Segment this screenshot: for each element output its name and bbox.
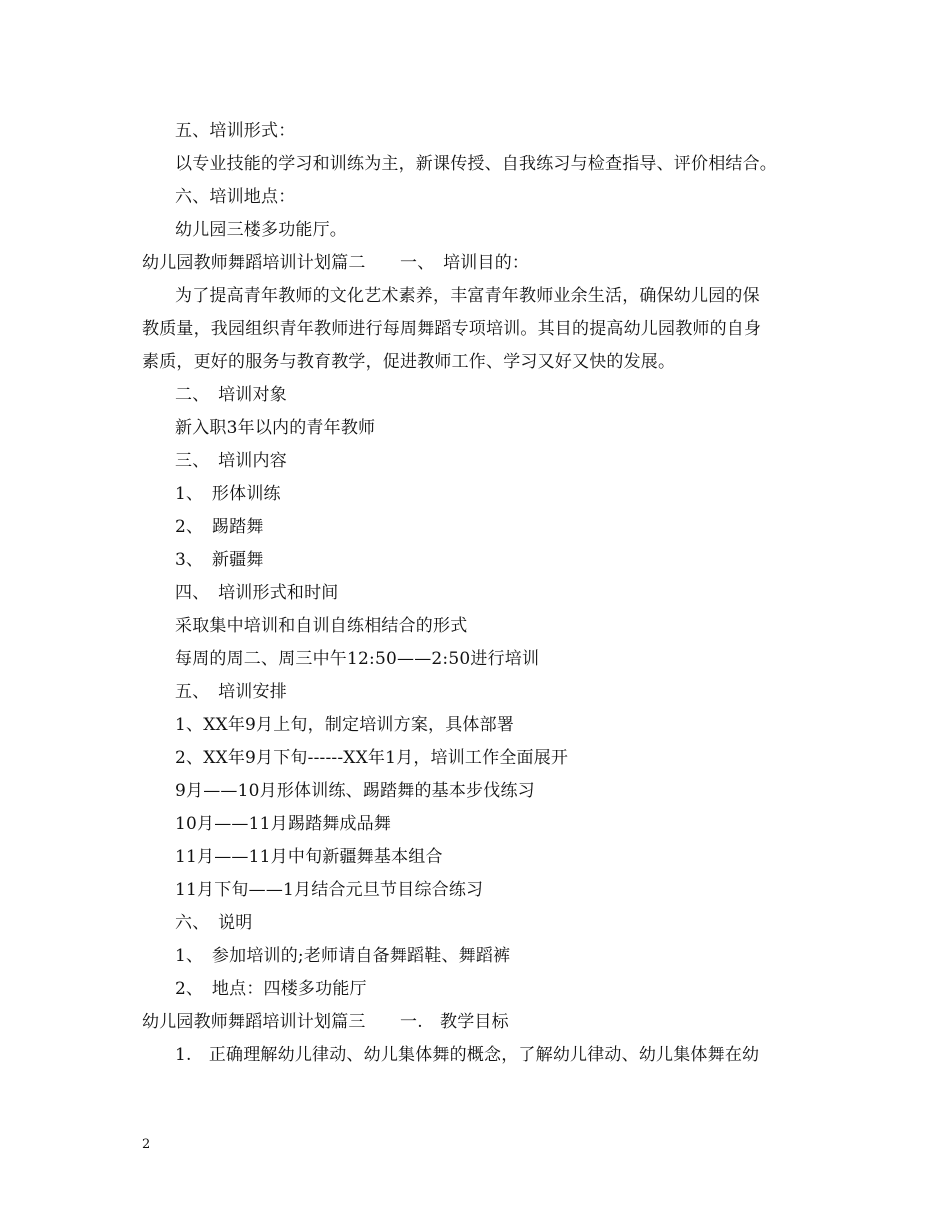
section-heading: 五、 培训安排 [175, 682, 287, 702]
list-item: 2、 踢踏舞 [175, 517, 264, 537]
schedule-line: 10月——11月踢踏舞成品舞 [175, 814, 392, 834]
section-heading: 二、 培训对象 [175, 385, 287, 405]
paragraph-line: 素质，更好的服务与教育教学，促进教师工作、学习又好又快的发展。 [142, 352, 676, 372]
plan-heading: 幼儿园教师舞蹈培训计划篇三 一. 教学目标 [142, 1012, 509, 1032]
paragraph-line: 幼儿园三楼多功能厅。 [175, 220, 347, 240]
list-item: 1、XX年9月上旬，制定培训方案，具体部署 [175, 715, 515, 735]
paragraph-line: 新入职3年以内的青年教师 [175, 418, 376, 438]
list-item: 3、 新疆舞 [175, 550, 264, 570]
schedule-line: 9月——10月形体训练、踢踏舞的基本步伐练习 [175, 781, 535, 801]
list-item: 1、 形体训练 [175, 484, 281, 504]
paragraph-line: 每周的周二、周三中午12:50——2:50进行培训 [175, 649, 540, 669]
paragraph-line: 教质量，我园组织青年教师进行每周舞蹈专项培训。其目的提高幼儿园教师的自身 [142, 319, 762, 339]
section-heading: 六、 说明 [175, 913, 253, 933]
list-item: 2、 地点：四楼多功能厅 [175, 979, 367, 999]
list-item: 1、 参加培训的;老师请自备舞蹈鞋、舞蹈裤 [175, 946, 511, 966]
section-heading: 六、培训地点： [175, 187, 296, 207]
schedule-line: 11月——11月中旬新疆舞基本组合 [175, 847, 443, 867]
paragraph-line: 1. 正确理解幼儿律动、幼儿集体舞的概念，了解幼儿律动、幼儿集体舞在幼 [175, 1045, 760, 1065]
paragraph-line: 为了提高青年教师的文化艺术素养，丰富青年教师业余生活，确保幼儿园的保 [175, 286, 760, 306]
section-heading: 四、 培训形式和时间 [175, 583, 339, 603]
page-number: 2 [142, 1137, 151, 1152]
section-heading: 三、 培训内容 [175, 451, 287, 471]
plan-heading: 幼儿园教师舞蹈培训计划篇二 一、 培训目的： [142, 253, 530, 273]
schedule-line: 11月下旬——1月结合元旦节目综合练习 [175, 880, 484, 900]
paragraph-line: 采取集中培训和自训自练相结合的形式 [175, 616, 468, 636]
section-heading: 五、培训形式： [175, 121, 296, 141]
list-item: 2、XX年9月下旬------XX年1月，培训工作全面展开 [175, 748, 569, 768]
paragraph-line: 以专业技能的学习和训练为主，新课传授、自我练习与检查指导、评价相结合。 [175, 154, 777, 174]
